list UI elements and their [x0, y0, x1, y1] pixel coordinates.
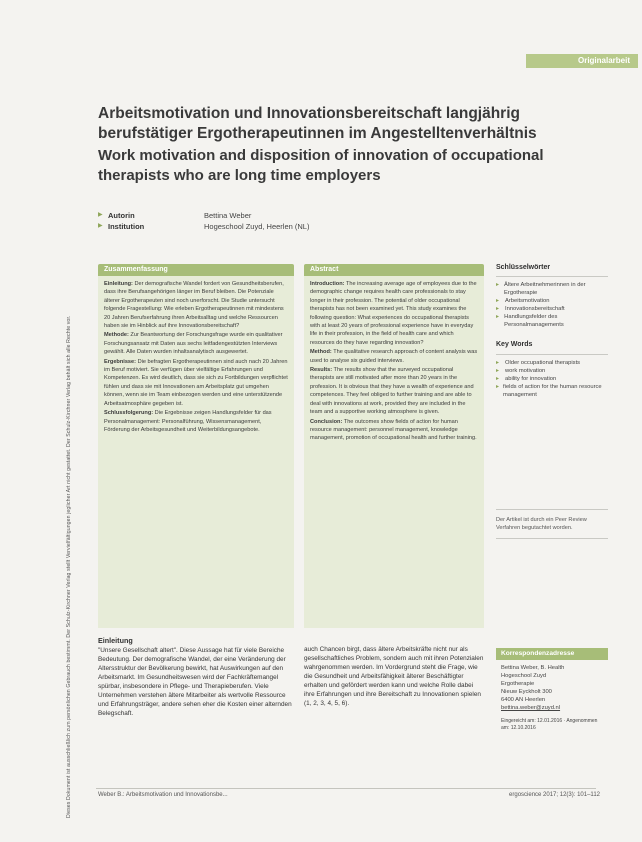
bullet-icon: ▸ — [496, 367, 499, 374]
body-text: auch Chancen birgt, dass ältere Arbeitskräfte nicht nur als gesellschaftliches Problem, sondern auch mit ihren Potenzialen wahrgenommen werden. Im Vordergrund steht die Frage, wie die Gesundheit und Arbeitsfähigkeit älterer Beschäftigter erhalten und gefördert werden kann und welche Rolle dabei ihre Erfahrungen und ihre Bereitschaft zu Innovationen spielen (1, 2, 3, 4, 5, 6). — [304, 646, 484, 707]
keyword-item — [496, 367, 608, 375]
paragraph-text: The increasing average age of employees due to the demographic change requires health care professionals to stay longer in their profession. The potential of older occupational therapists has not been examined yet. This study examines the following question: What experiences do occupational therapists with at least 20 years of professional experience have in everyday life in their profession, in the field of health care and which resources do they have regarding innovation? — [310, 281, 477, 346]
article-title-german: Arbeitsmotivation und Innovationsbereitschaft langjährig berufstätiger Ergotherapeutinnen im Angestelltenverhältnis — [98, 105, 537, 142]
abstract-header: Abstract — [304, 264, 484, 276]
meta-value: Hogeschool Zuyd, Heerlen (NL) — [204, 222, 310, 231]
divider — [496, 354, 608, 355]
paragraph — [310, 348, 478, 365]
paragraph-label: Method: — [310, 349, 332, 356]
paragraph — [104, 409, 288, 434]
keyword-text: Innovationsbereitschaft — [505, 306, 565, 313]
section-tab: Originalarbeit — [526, 54, 638, 68]
peer-review-note: Der Artikel ist durch ein Peer Review Verfahren begutachtet worden. — [496, 516, 587, 531]
paragraph-label: Schlussfolgerung: — [104, 410, 154, 417]
bullet-icon: ▸ — [496, 375, 499, 382]
paragraph-label: Conclusion: — [310, 418, 343, 425]
einleitung-right — [304, 645, 484, 708]
meta-row-author — [98, 210, 309, 221]
contact-line: 6400 AN Heerlen — [501, 697, 546, 703]
running-footer-left: Weber B.: Arbeitsmotivation und Innovationsbe... — [98, 792, 228, 798]
key-words-title: Key Words — [496, 341, 533, 349]
paragraph-text: The results show that the surveyed occupational therapists are still motivated after more than 20 years in the profession. It is obvious that they have a wealth of experience and competences. They feel obliged to further training and are able to deal with innovations at work, provided they are included in the team and a supportive working atmosphere is given. — [310, 367, 474, 416]
bullet-icon: ▸ — [496, 359, 499, 366]
keyword-item — [496, 313, 608, 329]
bullet-icon: ▸ — [496, 298, 499, 305]
keyword-text: ability for innovation — [505, 375, 557, 382]
article-title-english: Work motivation and disposition of innovation of occupational therapists who are long time employers — [98, 147, 544, 184]
side-copyright-note: Dieses Dokument ist ausschließlich zum persönlichen Gebrauch bestimmt. Der Schulz-Kirchner Verlag stellt Vervielfältigungen jeglicher Art nicht gestattet. Der Schulz-Kirchner Verlag behält sich alle Rechte vor. — [66, 315, 72, 818]
contact-line: Nieuw Eyckholt 300 — [501, 689, 552, 695]
paragraph — [104, 331, 288, 356]
keyword-text: fields of action for the human resource management — [503, 383, 602, 398]
keyword-text: Ältere Arbeitnehmerinnen in der Ergotherapie — [504, 282, 586, 297]
meta-key: Autorin — [108, 211, 135, 220]
contact-box — [496, 648, 608, 736]
paragraph-text: The qualitative research approach of content analysis was used to analyse six guided interviews. — [310, 349, 478, 364]
keyword-text: Arbeitsmotivation — [505, 298, 550, 305]
section-heading-einleitung: Einleitung — [98, 636, 133, 645]
bullet-icon: ▸ — [496, 282, 499, 289]
paragraph-label: Ergebnisse: — [104, 358, 137, 365]
contact-email-link[interactable]: bettina.weber@zuyd.nl — [501, 705, 561, 711]
keyword-item — [496, 305, 608, 313]
paragraph-label: Methode: — [104, 332, 129, 339]
bullet-icon: ▸ — [496, 314, 499, 321]
paragraph-text: The outcomes show fields of action for human resource management: personnel management, knowledge management, promotion of occupational health and further training. — [310, 418, 477, 442]
contact-line: Ergotherapie — [501, 681, 535, 687]
divider — [496, 538, 608, 539]
schluesselwoerter-title: Schlüsselwörter — [496, 264, 551, 271]
bullet-icon: ▶ — [98, 212, 103, 218]
zusammenfassung-header: Zusammenfassung — [98, 264, 294, 276]
paragraph — [104, 280, 288, 330]
bullet-icon: ▸ — [496, 306, 499, 313]
keyword-item — [496, 375, 608, 383]
footer-divider — [96, 788, 596, 789]
bullet-icon: ▸ — [496, 383, 499, 390]
contact-line: Bettina Weber, B. Health — [501, 665, 565, 671]
body-text: "Unsere Gesellschaft altert". Diese Aussage hat für viele Bereiche Bedeutung. Der demografische Wandel, der eine Veränderung der Altersstruktur der Bevölkerung bewirkt, hat Auswirkungen auf den Arbeitsmarkt. Im Gesundheitswesen wird der Fachkräftemangel spürbar, insbesondere in Pflege- und Therapieberufen. Viele Unternehmen verstehen ältere Mitarbeiter als wertvolle Ressource und Erfahrungsträger, andere sehen eher die Kosten einer alternden Belegschaft. — [98, 647, 292, 717]
meta-key: Institution — [108, 222, 145, 231]
article-meta — [98, 210, 309, 232]
paragraph-text: Die Ergebnisse zeigen Handlungsfelder für das Personalmanagement: Personalführung, Wissensmanagement, Förderung der Arbeitsgesundheit und Weiterbildungsangebote. — [104, 410, 272, 433]
contact-header: Korrespondenzadresse — [496, 648, 608, 660]
bullet-icon: ▶ — [98, 223, 103, 229]
keyword-item — [496, 297, 608, 305]
keyword-text: Older occupational therapists — [505, 359, 581, 366]
keyword-text: work motivation — [505, 367, 546, 374]
paragraph — [310, 418, 478, 443]
running-footer-right: ergoscience 2017; 12(3): 101–112 — [509, 792, 600, 798]
abstract-box — [304, 264, 484, 628]
paragraph — [310, 366, 478, 416]
abstract-body — [304, 276, 484, 628]
einleitung-left — [98, 636, 294, 718]
keyword-item — [496, 281, 608, 297]
keyword-text: Handlungsfelder des Personalmanagements — [504, 314, 564, 329]
contact-body — [496, 660, 608, 736]
submission-dates: Eingereicht am: 12.01.2016 · Angenommen am: 12.10.2016 — [501, 718, 598, 731]
paragraph — [310, 280, 478, 347]
paragraph-label: Einleitung: — [104, 281, 133, 287]
divider — [496, 509, 608, 510]
zusammenfassung-box — [98, 264, 294, 628]
paragraph-label: Introduction: — [310, 281, 345, 287]
keywords-sidebar — [496, 264, 608, 539]
meta-value: Bettina Weber — [204, 211, 252, 220]
keyword-item — [496, 359, 608, 367]
paragraph-text: Der demografische Wandel fordert von Gesundheitsberufen, dass ihre Berufsangehörigen länger im Beruf bleiben. Die Potenziale älterer Ergotherapeuten sind noch unerforscht. Die Studie untersucht folgende Fragestellung: Wie erleben Ergotherapeutinnen mit mindestens 20 Jahren Berufserfahrung ihren Arbeitsalltag und welche Ressourcen haben sie im Hinblick auf ihre Innovationsbereitschaft? — [104, 281, 284, 330]
paragraph-text: Die befragten Ergotherapeutinnen sind auch nach 20 Jahren im Beruf motiviert. Sie verfügen über vielfältige Erfahrungen und Kompetenzen. Es wird deutlich, dass sie sich zu Fortbildungen verpflichtet fühlen und dass sie mit Innovationen am Arbeitsplatz gut umgehen können, wenn sie im Team einbezogen werden und eine unterstützende Arbeitsatmosphäre gegeben ist. — [104, 358, 288, 407]
paragraph — [104, 358, 288, 408]
paragraph-text: Zur Beantwortung der Forschungsfrage wurde ein qualitativer Forschungsansatz mit Daten aus sechs leitfadengestützten Interviews gewählt. Alle Daten wurden inhaltsanalytisch ausgewertet. — [104, 332, 283, 356]
zusammenfassung-body — [98, 276, 294, 628]
contact-line: Hogeschool Zuyd — [501, 673, 547, 679]
divider — [496, 276, 608, 277]
paragraph-label: Results: — [310, 367, 333, 374]
keyword-item — [496, 383, 608, 399]
meta-row-institution — [98, 221, 309, 232]
